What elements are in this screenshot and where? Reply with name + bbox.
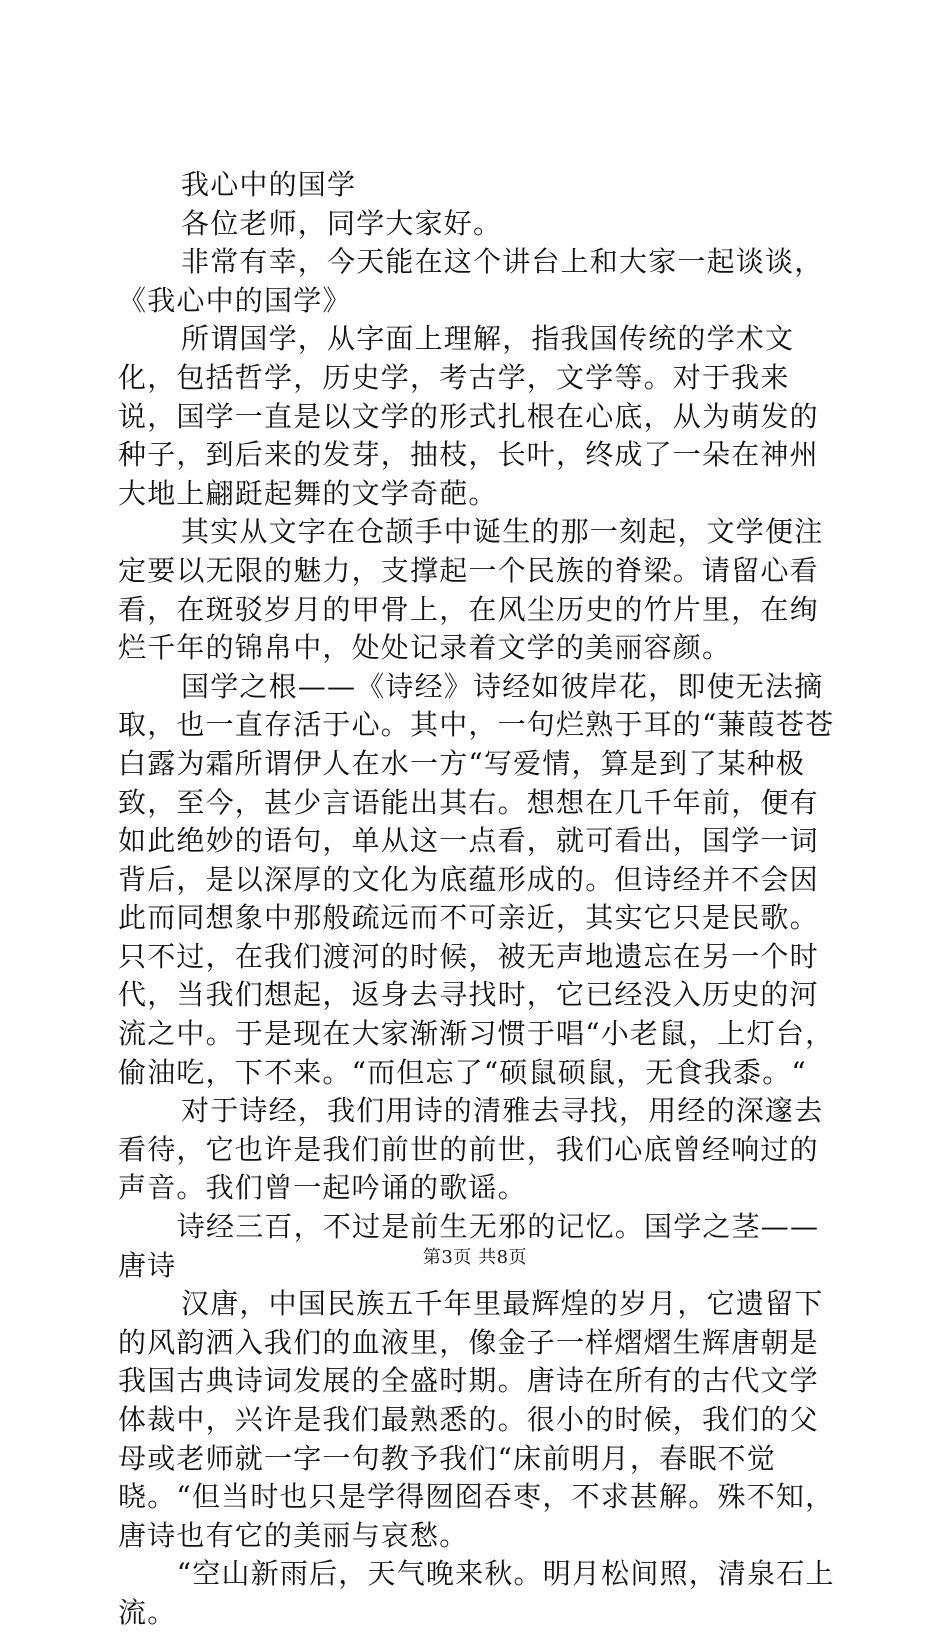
paragraph-tang: 汉唐，中国民族五千年里最辉煌的岁月，它遗留下的风韵洒入我们的血液里，像金子一样熠熠生辉唐朝是我国古典诗词发展的全盛时期。唐诗在所有的古代文学体裁中，兴许是我们最熟悉的。很小的时候，我们的父母或老师就一字一句教予我们“床前明月，春眠不觉晓。“但当时也只是学得囫囵吞枣，不求甚解。殊不知，唐诗也有它的美丽与哀愁。	[118, 1287, 835, 1552]
paragraph-definition: 所谓国学，从字面上理解，指我国传统的学术文化，包括哲学，历史学，考古学，文学等。对于我来说，国学一直是以文学的形式扎根在心底，从为萌发的种子，到后来的发芽，抽枝，长叶，终成了一朵在神州大地上翩跹起舞的文学奇葩。	[118, 322, 819, 510]
paragraph-shijing-reflection: 对于诗经，我们用诗的清雅去寻找，用经的深邃去看待，它也许是我们前世的前世，我们心底曾经响过的声音。我们曾一起吟诵的歌谣。	[118, 1094, 824, 1205]
paragraph-shijing: 国学之根——《诗经》诗经如彼岸花，即使无法摘取，也一直存活于心。其中，一句烂熟于耳的“蒹葭苍苍白露为霜所谓伊人在水一方“写爱情，算是到了某种极致，至今，甚少言语能出其右。想想在几千年前，便有如此绝妙的语句，单从这一点看，就可看出，国学一词背后，是以深厚的文化为底蕴形成的。但诗经并不会因此而同想象中那般疏远而不可亲近，其实它只是民歌。只不过，在我们渡河的时候，被无声地遗忘在另一个时代，当我们想起，返身去寻找时，它已经没入历史的河流之中。于是现在大家渐渐习惯于唱“小老鼠，上灯台，偷油吃，下不来。“而但忘了“硕鼠硕鼠，无食我黍。“	[118, 669, 835, 1089]
page-number-footer: 第3页 共8页	[422, 1247, 528, 1268]
paragraph-poem-quote: “空山新雨后，天气晚来秋。明月松间照，清泉石上流。	[118, 1557, 835, 1629]
paragraph-greeting: 各位老师，同学大家好。	[181, 206, 503, 240]
paragraph-tang-heading: 诗经三百，不过是前生无邪的记忆。国学之茎——唐诗	[118, 1210, 820, 1282]
document-body	[118, 166, 835, 1633]
paragraph-origin: 其实从文字在仓颉手中诞生的那一刻起，文学便注定要以无限的魅力，支撑起一个民族的脊梁。请留心看看，在斑驳岁月的甲骨上，在风尘历史的竹片里，在绚烂千年的锦帛中，处处记录着文学的美丽容颜。	[118, 515, 824, 665]
document-title: 我心中的国学	[181, 168, 357, 201]
paragraph-intro: 非常有幸，今天能在这个讲台上和大家一起谈谈，《我心中的国学》	[118, 245, 824, 317]
